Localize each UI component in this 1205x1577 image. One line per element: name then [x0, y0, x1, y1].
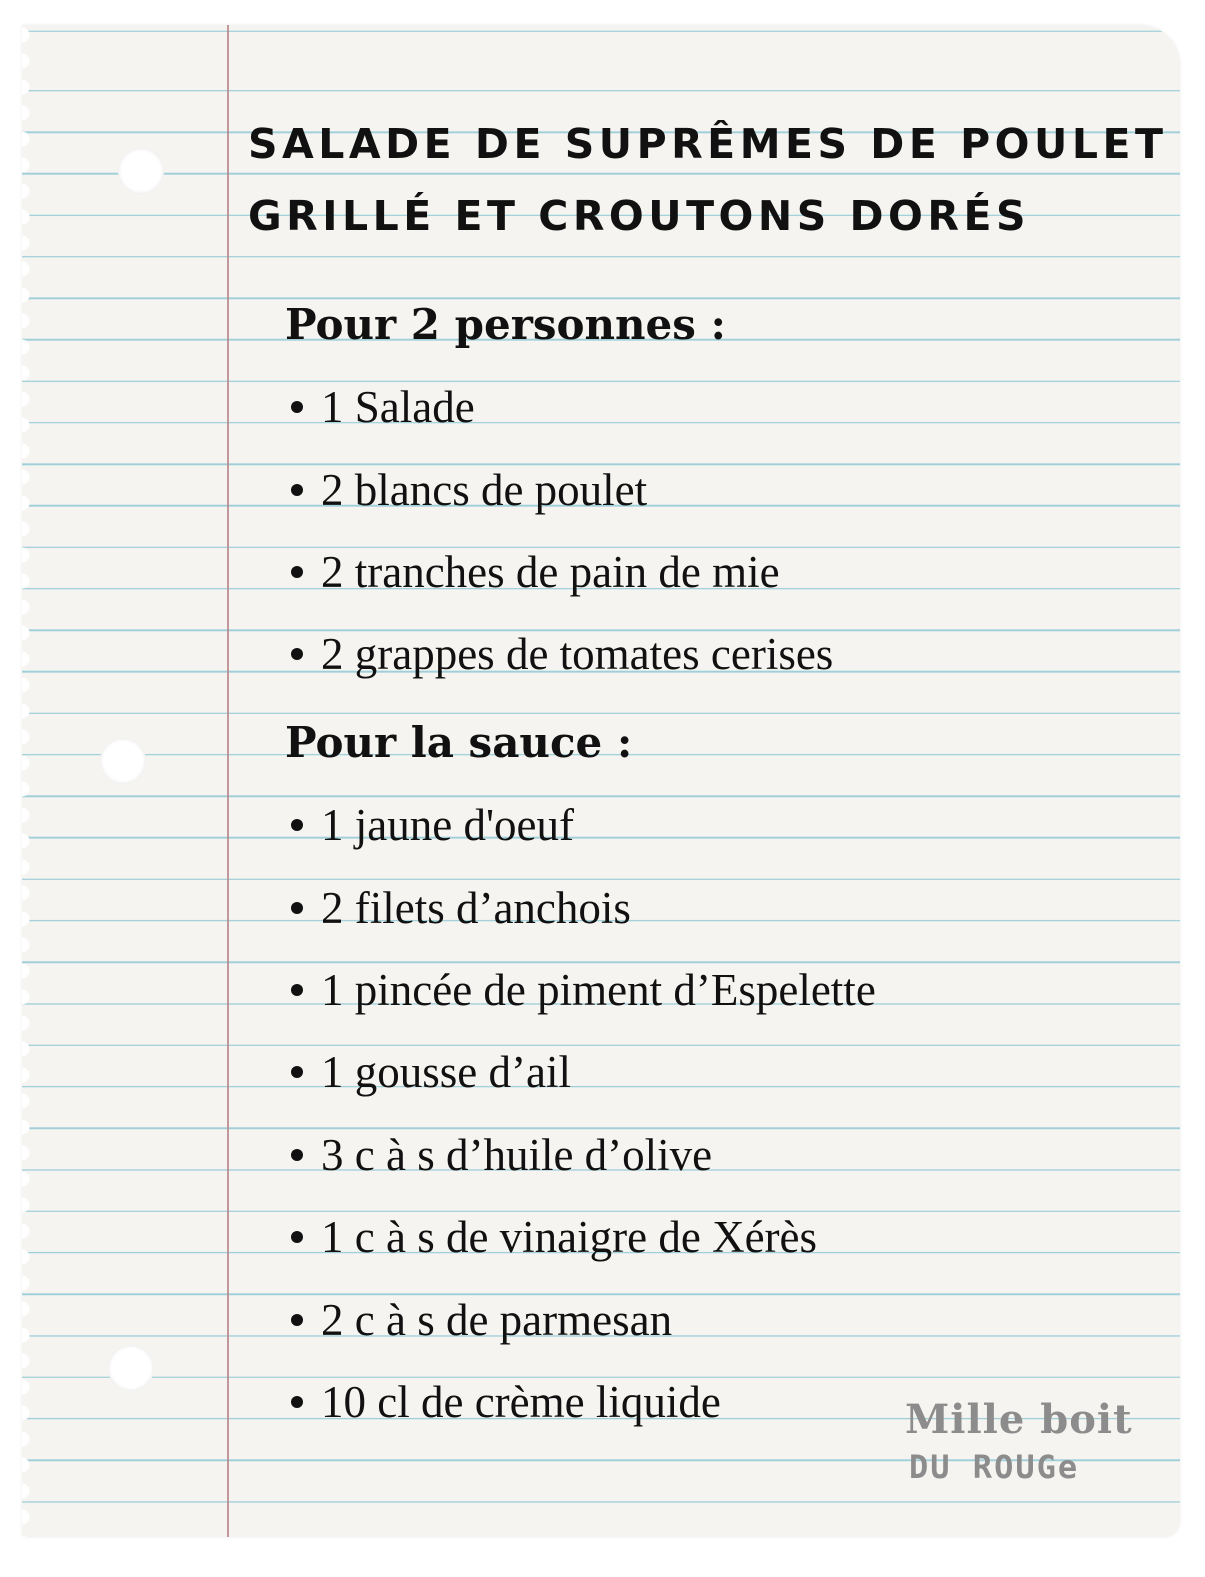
watermark-logo	[905, 1395, 1145, 1489]
list-item	[285, 613, 833, 695]
bullet-icon	[291, 648, 303, 660]
sauce-heading: Pour la sauce :	[285, 718, 633, 767]
torn-spiral-edge	[22, 25, 56, 1537]
ingredient-text: 2 c à s de parmesan	[321, 1294, 673, 1345]
punch-hole	[108, 1345, 154, 1391]
list-item	[285, 784, 876, 866]
margin-line	[227, 25, 229, 1537]
servings-heading: Pour 2 personnes :	[285, 300, 727, 349]
ingredient-text: 2 tranches de pain de mie	[321, 546, 780, 597]
list-item	[285, 1196, 876, 1278]
bullet-icon	[291, 984, 303, 996]
bullet-icon	[291, 1066, 303, 1078]
ingredient-text: 1 gousse d’ail	[321, 1047, 571, 1098]
bullet-icon	[291, 484, 303, 496]
bullet-icon	[291, 1314, 303, 1326]
list-item	[285, 531, 833, 613]
punch-hole	[118, 148, 164, 194]
bullet-icon	[291, 1149, 303, 1161]
recipe-title-line-2: GRILLÉ ET CROUTONS DORÉS	[248, 192, 1030, 240]
bullet-icon	[291, 819, 303, 831]
list-item	[285, 1278, 876, 1360]
bullet-icon	[291, 566, 303, 578]
logo-line-1: Mille boit	[905, 1396, 1133, 1443]
ingredient-text: 2 filets d’anchois	[321, 882, 631, 933]
list-item	[285, 1361, 876, 1443]
ingredient-text: 1 jaune d'oeuf	[321, 800, 575, 851]
bullet-icon	[291, 1231, 303, 1243]
punch-hole	[100, 738, 146, 784]
bullet-icon	[291, 902, 303, 914]
ingredient-text: 1 Salade	[321, 382, 475, 433]
recipe-title	[248, 108, 1178, 252]
list-item	[285, 949, 876, 1031]
list-item	[285, 448, 833, 530]
bullet-icon	[291, 401, 303, 413]
list-item	[285, 866, 876, 948]
ingredient-text: 2 blancs de poulet	[321, 464, 648, 515]
ingredient-text: 1 c à s de vinaigre de Xérès	[321, 1212, 818, 1263]
ingredient-text: 3 c à s d’huile d’olive	[321, 1129, 713, 1180]
sauce-ingredient-list	[285, 784, 876, 1443]
ingredient-text: 1 pincée de piment d’Espelette	[321, 964, 876, 1015]
logo-line-2: DU ROUGe	[909, 1448, 1080, 1486]
list-item	[285, 1114, 876, 1196]
ingredient-text: 10 cl de crème liquide	[321, 1376, 721, 1427]
recipe-title-line-1: SALADE DE SUPRÊMES DE POULET	[248, 120, 1168, 168]
list-item	[285, 366, 833, 448]
bullet-icon	[291, 1396, 303, 1408]
ingredient-text: 2 grappes de tomates cerises	[321, 629, 834, 680]
list-item	[285, 1031, 876, 1113]
ingredient-list	[285, 366, 833, 696]
